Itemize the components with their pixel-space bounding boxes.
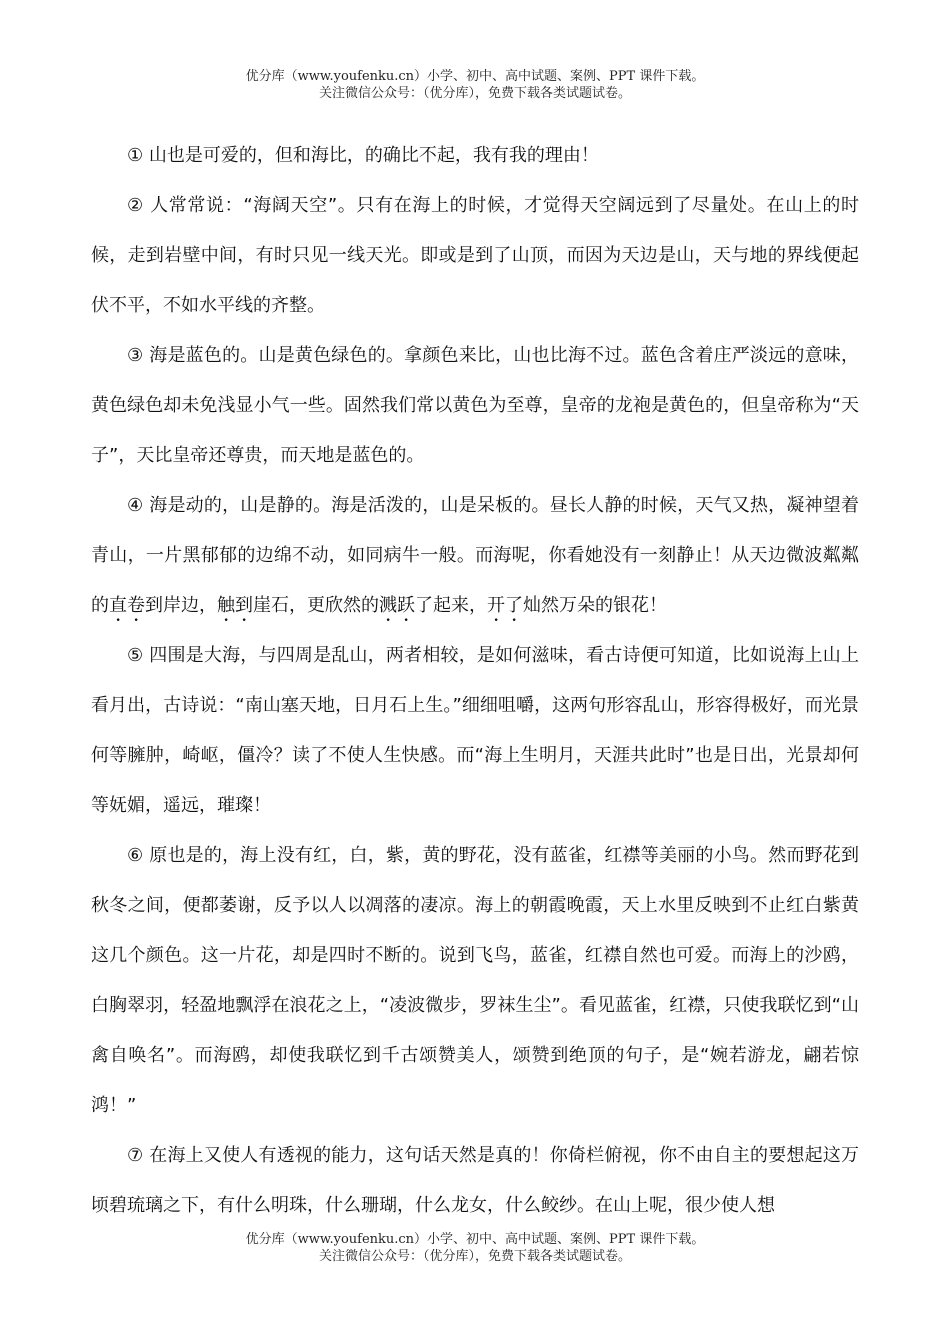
footer-line-2: 关注微信公众号：（优分库），免费下载各类试题试卷。 (318, 1249, 631, 1264)
header-line-1: 优分库（www.youfenku.cn）小学、初中、高中试题、案例、PPT 课件下载。 (245, 69, 705, 84)
emphasized-word-2: 触到 (217, 595, 253, 616)
paragraph-3: ③ 海是蓝色的。山是黄色绿色的。拿颜色来比，山也比海不过。蓝色含着庄严淡远的意味，黄色绿色却未免浅显小气一些。固然我们常以黄色为至尊，皇帝的龙袍是黄色的，但皇帝称为“天子”，天比皇帝还尊贵，而天地是蓝色的。 (91, 345, 859, 466)
paragraph-1: ① 山也是可爱的，但和海比，的确比不起，我有我的理由！ (127, 145, 599, 166)
paragraph-6: ⑥ 原也是的，海上没有红，白，紫，黄的野花，没有蓝雀，红襟等美丽的小鸟。然而野花到秋冬之间，便都萎谢，反予以人以凋落的凄凉。海上的朝霞晚霞，天上水里反映到不止红白紫黄这几个颜色。这一片花，却是四时不断的。说到飞鸟，蓝雀，红襟自然也可爱。而海上的沙鸥，白胸翠羽，轻盈地飘浮在浪花之上，“凌波微步，罗袜生尘”。看见蓝雀，红襟，只使我联忆到“山禽自唤名”。而海鸥，却使我联忆到千古颂赞美人，颂赞到绝顶的句子，是“婉若游龙，翩若惊鸿！” (91, 845, 859, 1116)
paragraph-5: ⑤ 四围是大海，与四周是乱山，两者相较，是如何滋味，看古诗便可知道，比如说海上山上看月出，古诗说：“南山塞天地，日月石上生。”细细咀嚼，这两句形容乱山，形容得极好，而光景何等臃肿，崎岖，僵冷？读了不使人生快感。而“海上生明月，天涯共此时”也是日出，光景却何等妩媚，遥远，璀璨！ (91, 645, 859, 816)
footer-line-1: 优分库（www.youfenku.cn）小学、初中、高中试题、案例、PPT 课件下载。 (245, 1232, 705, 1247)
paragraph-4-text-1: ④ 海是动的，山是静的。海是活泼的，山是呆板的。昼长人静的时候，天气又热，凝神望着青山，一片黑郁郁的边绵不动，如同病牛一般。而海呢，你看她没有一刻静止！从天边微波粼粼的 (91, 495, 859, 616)
emphasized-word-3: 溅跃 (379, 595, 415, 616)
paragraph-4-text-4: 了起来， (415, 595, 487, 616)
paragraph-4-text-5: 灿然万朵的银花！ (523, 595, 667, 616)
article-body (91, 131, 859, 1231)
page-footer (0, 1231, 950, 1265)
emphasized-word-4: 开了 (487, 595, 523, 616)
paragraph-4 (91, 481, 859, 631)
paragraph-4-text-2: 到岸边， (145, 595, 217, 616)
header-line-2: 关注微信公众号：（优分库），免费下载各类试题试卷。 (318, 86, 631, 101)
paragraph-7: ⑦ 在海上又使人有透视的能力，这句话天然是真的！你倚栏俯视，你不由自主的要想起这万顷碧琉璃之下，有什么明珠，什么珊瑚，什么龙女，什么鲛纱。在山上呢，很少使人想 (91, 1145, 859, 1216)
paragraph-4-text-3: 崖石，更欣然的 (253, 595, 379, 616)
page-header (0, 68, 950, 102)
paragraph-2: ② 人常常说：“海阔天空”。只有在海上的时候，才觉得天空阔远到了尽量处。在山上的时候，走到岩壁中间，有时只见一线天光。即或是到了山顶，而因为天边是山，天与地的界线便起伏不平，不如水平线的齐整。 (91, 195, 859, 316)
emphasized-word-1: 直卷 (109, 595, 145, 616)
